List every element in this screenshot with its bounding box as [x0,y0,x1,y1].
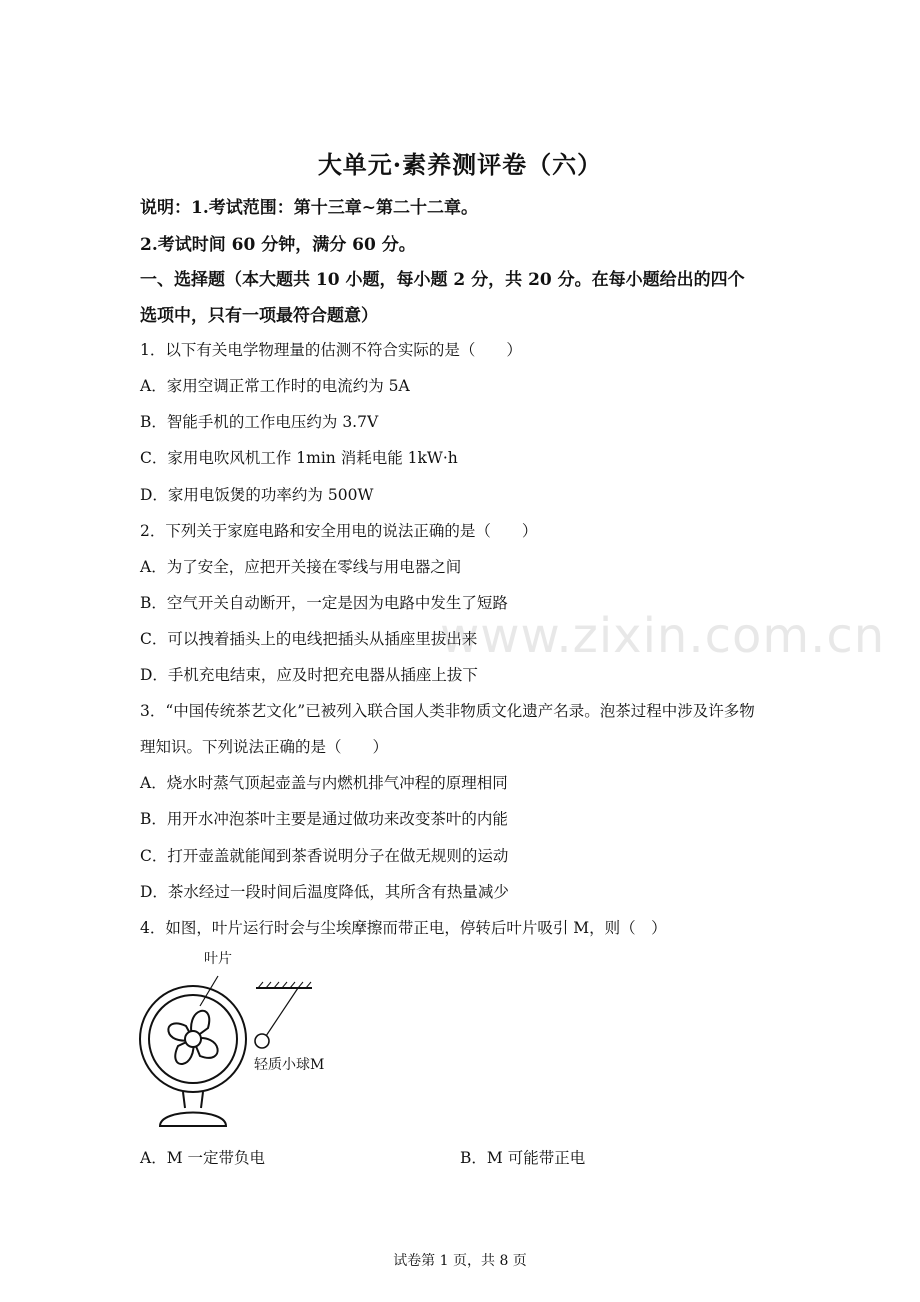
question-4-option-b: B．M 可能带正电 [460,1149,586,1167]
question-1-stem: 1．以下有关电学物理量的估测不符合实际的是（ ） [140,341,522,359]
question-3-option-a: A．烧水时蒸气顶起壶盖与内燃机排气冲程的原理相同 [140,774,508,792]
page-title: 大单元·素养测评卷（六） [317,150,603,179]
blade-label: 叶片 [204,951,232,967]
instruction-line-2: 2.考试时间 60 分钟，满分 60 分。 [140,235,416,255]
question-2-option-c: C．可以拽着插头上的电线把插头从插座里拔出来 [140,630,478,648]
light-ball [255,1034,269,1048]
thread [266,988,298,1036]
question-1-option-c: C．家用电吹风机工作 1min 消耗电能 1kW·h [140,449,458,467]
question-2-option-d: D．手机充电结束，应及时把充电器从插座上拔下 [140,666,478,684]
ball-label: 轻质小球M [254,1057,325,1073]
question-2-stem: 2．下列关于家庭电路和安全用电的说法正确的是（ ） [140,522,538,540]
question-3-stem-line-2: 理知识。下列说法正确的是（ ） [140,738,389,756]
question-1-option-d: D．家用电饭煲的功率约为 500W [140,486,374,504]
instruction-line-1: 说明：1.考试范围：第十三章~第二十二章。 [140,198,478,218]
fan-diagram [138,948,338,1133]
page-footer: 试卷第 1 页，共 8 页 [393,1253,527,1269]
section-heading-line-1: 一、选择题（本大题共 10 小题，每小题 2 分，共 20 分。在每小题给出的四个 [140,270,745,290]
question-4-stem: 4．如图，叶片运行时会与尘埃摩擦而带正电，停转后叶片吸引 M，则（ ） [140,919,667,937]
question-3-option-b: B．用开水冲泡茶叶主要是通过做功来改变茶叶的内能 [140,810,508,828]
question-1-option-a: A．家用空调正常工作时的电流约为 5A [140,377,410,395]
section-heading-line-2: 选项中，只有一项最符合题意） [140,306,378,326]
fan-hub [185,1031,201,1047]
question-3-option-c: C．打开壶盖就能闻到茶香说明分子在做无规则的运动 [140,847,509,865]
fan-and-ball-figure [138,948,338,1133]
question-2-option-b: B．空气开关自动断开，一定是因为电路中发生了短路 [140,594,508,612]
question-3-option-d: D．茶水经过一段时间后温度降低，其所含有热量减少 [140,883,509,901]
question-3-stem-line-1: 3．“中国传统茶艺文化”已被列入联合国人类非物质文化遗产名录。泡茶过程中涉及许多物 [140,702,755,720]
question-2-option-a: A．为了安全，应把开关接在零线与用电器之间 [140,558,462,576]
question-4-option-a: A．M 一定带负电 [140,1149,265,1167]
question-1-option-b: B．智能手机的工作电压约为 3.7V [140,413,379,431]
watermark: www.zixin.com.cn [440,608,886,664]
fan-neck [183,1092,203,1108]
fan-base [160,1113,226,1127]
